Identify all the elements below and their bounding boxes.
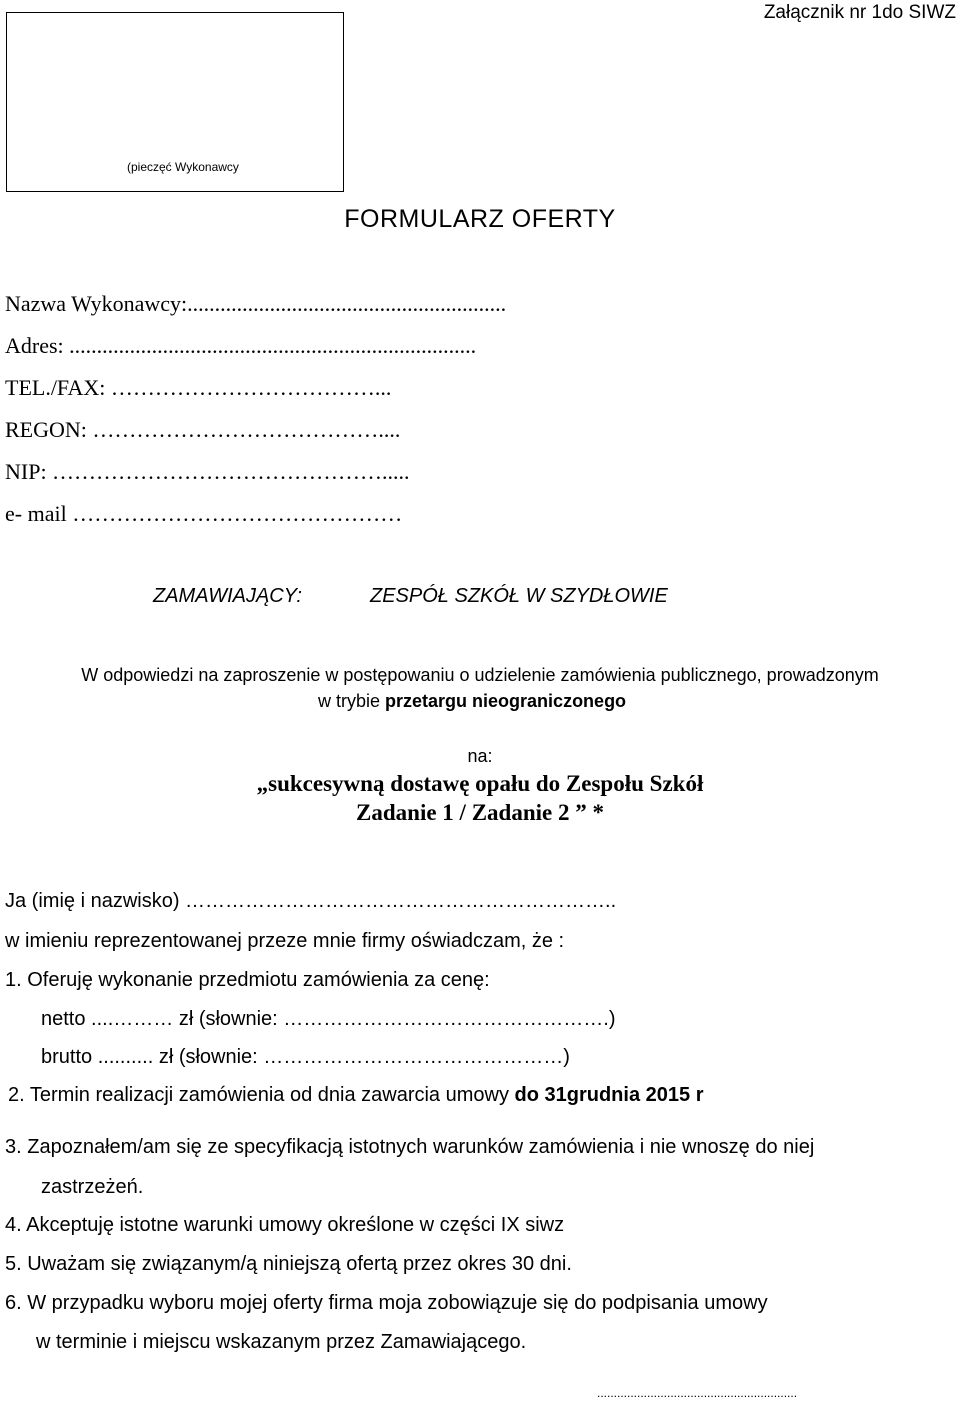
- price-brutto-line: brutto .......... zł (słownie: ………………………………………): [41, 1046, 570, 1068]
- contractor-tel-field: TEL./FAX: ………………………………...: [5, 375, 392, 400]
- contractor-address-field: Adres: ..........................................................................: [5, 333, 477, 358]
- subject-line-1: „sukcesywną dostawę opału do Zespołu Szkół: [256, 771, 704, 796]
- item-6-line-1: 6. W przypadku wyboru mojej oferty firma moja zobowiązuje się do podpisania umowy: [5, 1292, 768, 1314]
- item-5: 5. Uważam się związanym/ą niniejszą ofertą przez okres 30 dni.: [5, 1253, 572, 1275]
- item-2-deadline: [8, 1084, 703, 1107]
- item-4: 4. Akceptuję istotne warunki umowy określone w części IX siwz: [5, 1214, 565, 1236]
- signature-line: ............................................................: [597, 1386, 798, 1400]
- contractor-email-field: e- mail ………………………………………: [5, 501, 403, 526]
- item-6-line-2: w terminie i miejscu wskazanym przez Zamawiającego.: [36, 1331, 527, 1353]
- intro-line-1: W odpowiedzi na zaproszenie w postępowaniu o udzielenie zamówienia publicznego, prowadzonym: [81, 665, 879, 685]
- procedure-type: przetargu nieograniczonego: [385, 691, 627, 711]
- declarant-firm-line: w imieniu reprezentowanej przeze mnie firmy oświadczam, że :: [5, 930, 565, 952]
- attachment-label: Załącznik nr 1do SIWZ: [763, 2, 956, 23]
- item-2-deadline-date: do 31grudnia 2015 r: [514, 1084, 704, 1106]
- item-2-prefix: 2. Termin realizacji zamówienia od dnia zawarcia umowy: [8, 1084, 515, 1106]
- item-3-line-2: zastrzeżeń.: [41, 1176, 144, 1198]
- buyer-label: ZAMAWIAJĄCY:: [153, 585, 302, 607]
- intro-line-2: [318, 691, 626, 712]
- subject-prefix: na:: [467, 746, 493, 766]
- contractor-regon-field: REGON: …………………………………....: [5, 417, 401, 442]
- intro-line-2-prefix: w trybie: [318, 691, 386, 711]
- price-netto-line: netto ....……… zł (słownie: ………………………………………….): [41, 1008, 616, 1030]
- contractor-name-field: Nazwa Wykonawcy:..........................................................: [5, 291, 507, 316]
- item-1-price: 1. Oferuję wykonanie przedmiotu zamówienia za cenę:: [5, 969, 490, 991]
- form-title: FORMULARZ OFERTY: [344, 205, 616, 233]
- declarant-name-line: Ja (imię i nazwisko) ………………………………………………………..: [5, 890, 617, 912]
- buyer-name: ZESPÓŁ SZKÓŁ W SZYDŁOWIE: [370, 585, 668, 607]
- item-3-line-1: 3. Zapoznałem/am się ze specyfikacją istotnych warunków zamówienia i nie wnoszę do niej: [5, 1136, 815, 1158]
- subject-line-2: Zadanie 1 / Zadanie 2 ” *: [356, 800, 604, 825]
- stamp-label: (pieczęć Wykonawcy: [127, 160, 239, 174]
- contractor-nip-field: NIP: ……………………………………….....: [5, 459, 410, 484]
